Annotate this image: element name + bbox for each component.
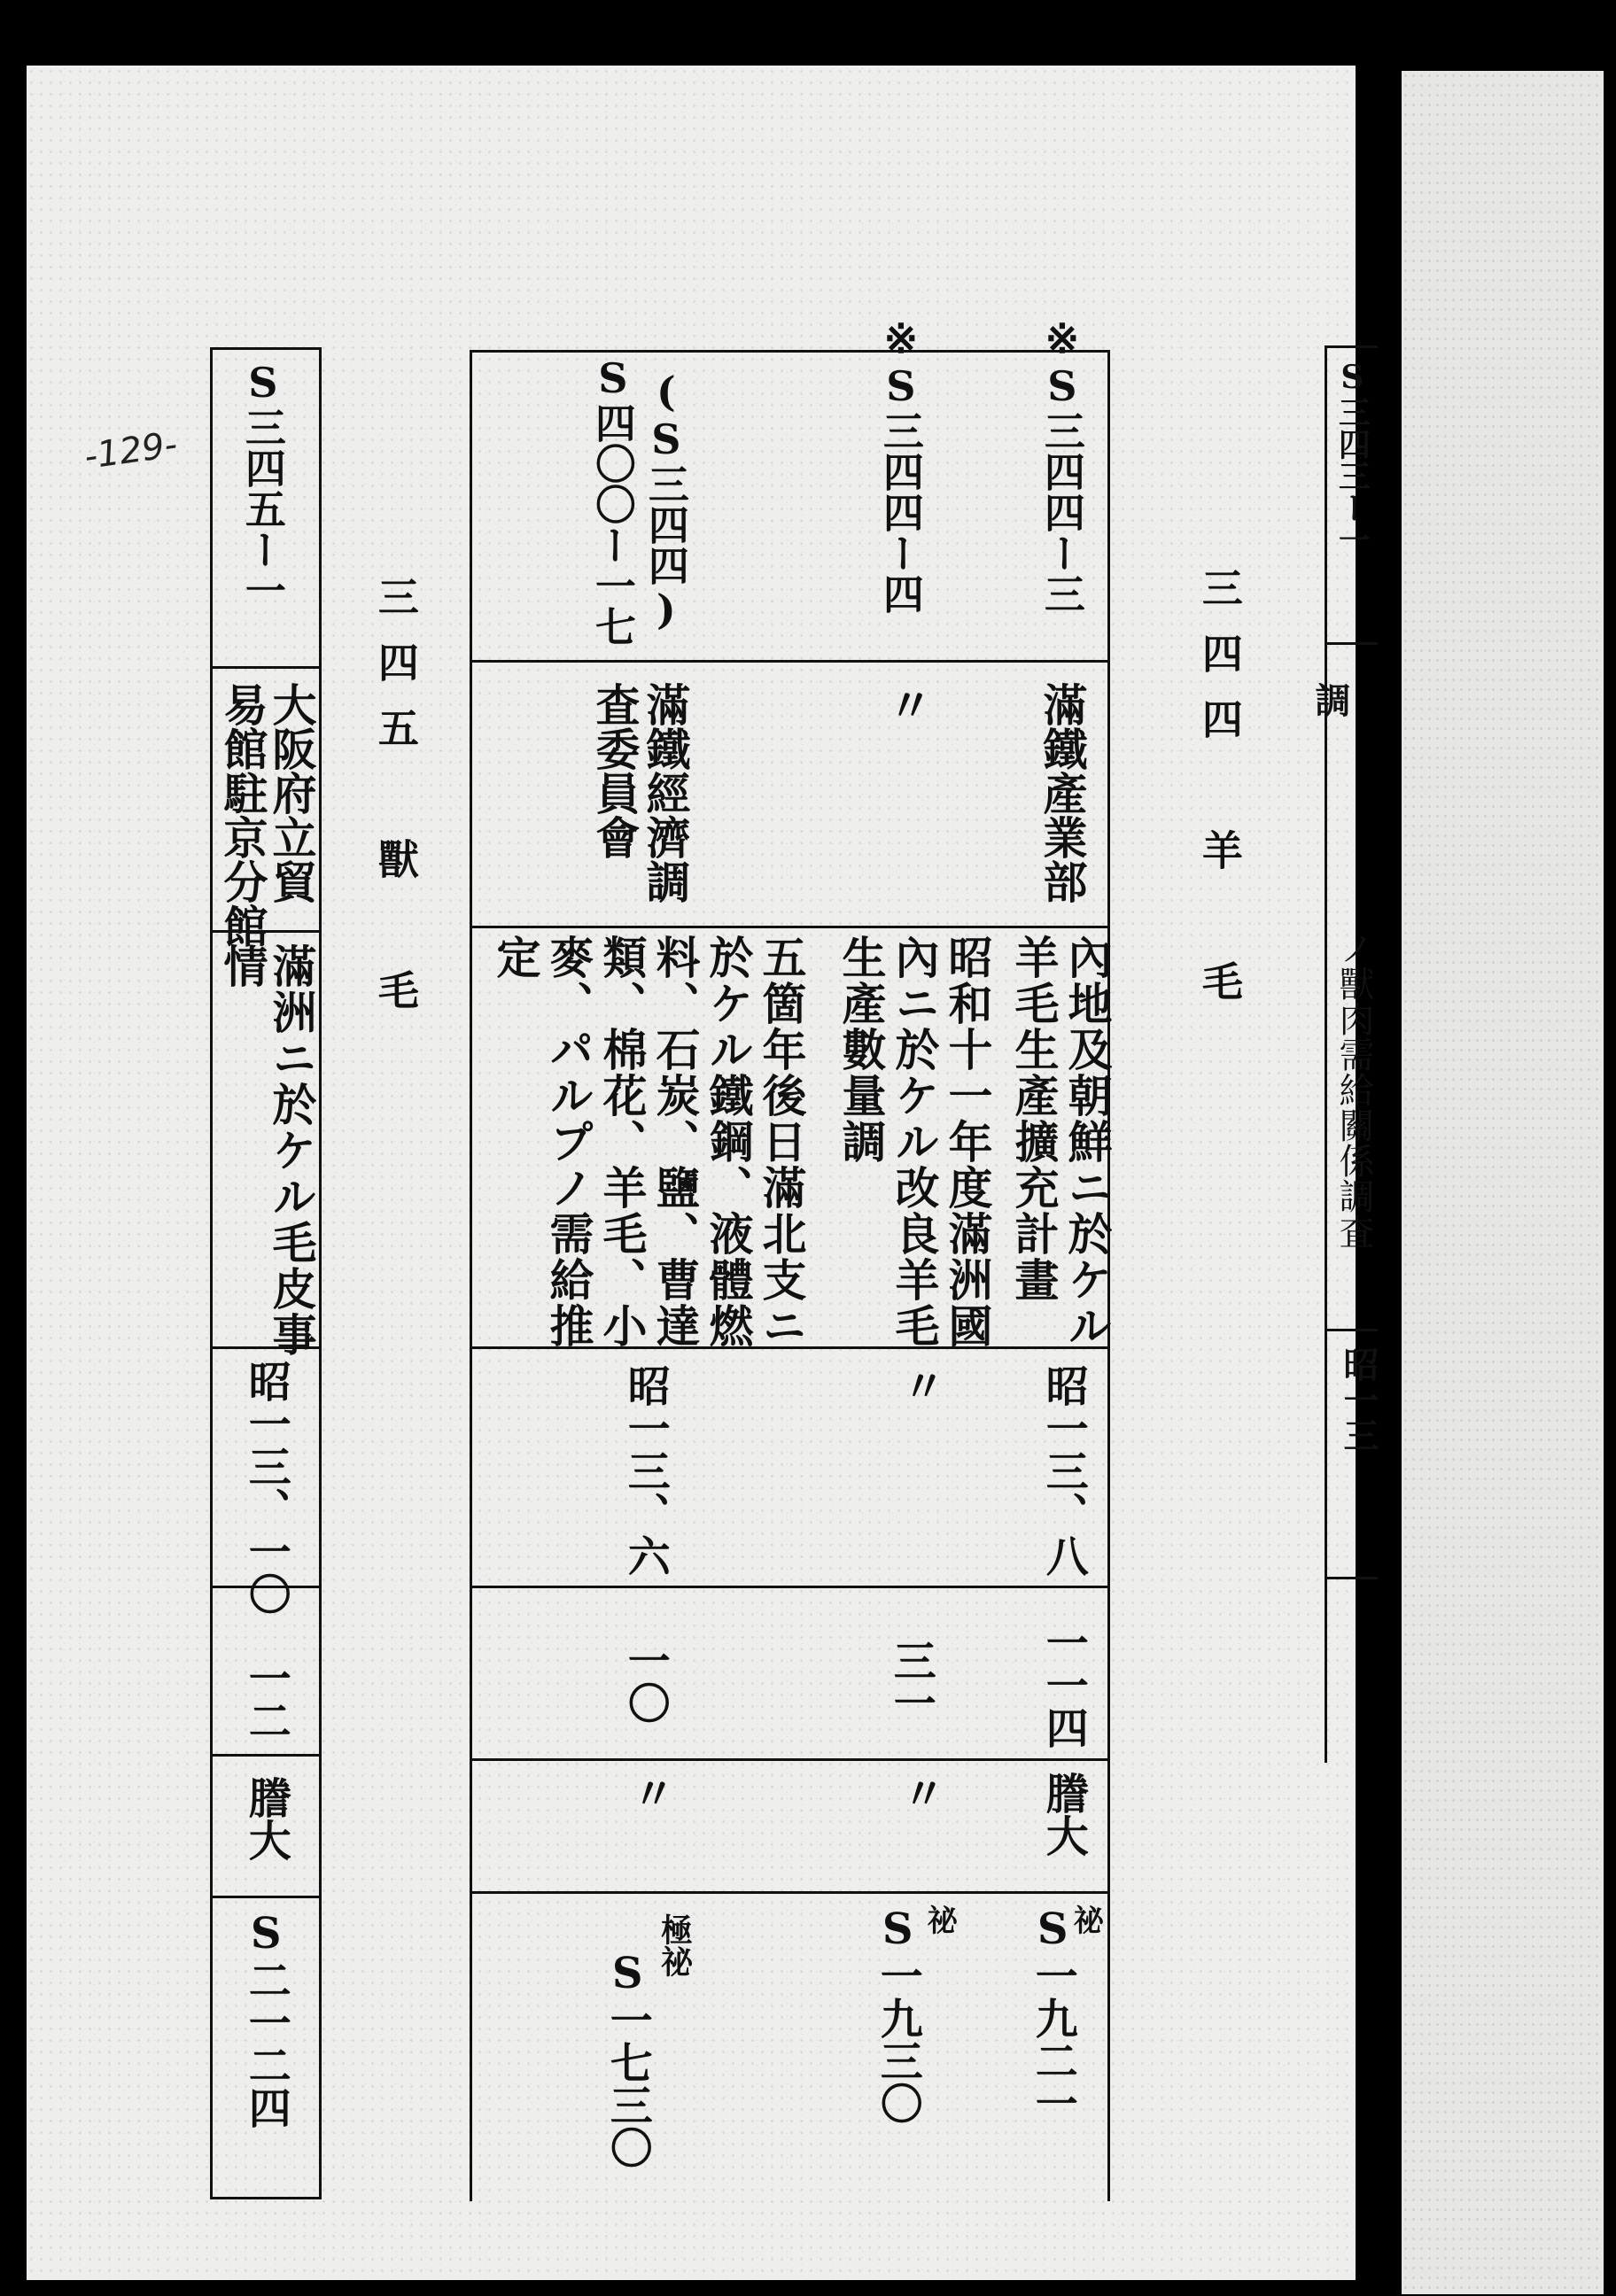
entry3-secret-mark: 極祕 xyxy=(656,1913,694,1977)
entry3-code: S一七三〇 xyxy=(602,1949,653,2168)
entry1-code: S一九二一 xyxy=(1028,1904,1078,2124)
entry3-title-line-6: 定 xyxy=(489,935,542,981)
entry3-source-line-1: 滿鐵經濟調 xyxy=(639,682,692,904)
entry2-secret-mark: 祕 xyxy=(921,1904,958,1935)
entry3-format: 〃 xyxy=(625,1772,675,1814)
entry2-reference: ※S三四四ー四 xyxy=(876,314,925,614)
entry2-source: 〃 xyxy=(881,682,934,726)
left-format: 謄大 xyxy=(241,1776,291,1861)
entry3-pages: 一〇 xyxy=(620,1639,671,1724)
entry3-title-line-4: 類、棉花、羊毛、小 xyxy=(595,935,649,1349)
left-date: 昭一三、一〇 xyxy=(241,1360,291,1615)
right-title: ノ獸肉需給關係調査 xyxy=(1333,930,1374,1249)
entry1-title-line-2: 羊毛生產擴充計畫 xyxy=(1007,935,1060,1303)
heading-344: 三四四 羊 毛 xyxy=(1195,567,1244,1026)
entry2-title-line-1: 昭和十一年度滿洲國 xyxy=(941,935,994,1349)
entry1-pages: 一一四 xyxy=(1038,1621,1089,1749)
left-code: S二一二四 xyxy=(241,1909,291,2129)
entry2-code: S一九三〇 xyxy=(873,1904,923,2124)
left-source-line-1: 大阪府立貿 xyxy=(265,682,318,904)
entry3-reference-line-1: (S三四四) xyxy=(641,368,690,633)
entry2-title-line-2: 內ニ於ケル改良羊毛 xyxy=(888,935,941,1349)
entry3-source-line-2: 査委員會 xyxy=(588,682,641,859)
entry1-reference: ※S三四四ー三 xyxy=(1037,314,1086,614)
entry1-title-line-1: 內地及朝鮮ニ於ケル xyxy=(1060,935,1114,1349)
entry1-format: 謄大 xyxy=(1038,1772,1089,1857)
entry3-title-line-2: 於ケル鐵鋼、液體燃 xyxy=(702,935,755,1349)
adjacent-page-strip xyxy=(1402,71,1604,2294)
entry1-source: 滿鐵產業部 xyxy=(1036,682,1089,904)
heading-345: 三四五 獸 毛 xyxy=(371,576,420,1035)
entry3-title-line-5: 麥、パルプノ需給推 xyxy=(542,935,595,1349)
entry2-format: 〃 xyxy=(895,1772,945,1814)
entry3-date: 昭一三、六 xyxy=(620,1364,671,1577)
right-reference: S三四三ー一 xyxy=(1333,359,1371,555)
page-number: -129- xyxy=(82,423,180,478)
entry2-title-line-3: 生產數量調 xyxy=(835,935,888,1165)
right-source-fragment: 調 xyxy=(1309,682,1351,718)
entry2-pages: 三一 xyxy=(886,1639,936,1724)
entry3-reference-line-2: S四〇〇ー一七 xyxy=(588,354,637,647)
left-source-line-2: 易館駐京分館 xyxy=(216,682,269,948)
entry3-title-line-3: 料、石炭、鹽、曹達 xyxy=(649,935,702,1349)
entry2-date: 〃 xyxy=(895,1364,945,1407)
left-reference: S三四五ー一 xyxy=(238,359,287,610)
left-title-line-2: 情 xyxy=(216,943,269,989)
right-date: 昭一三 xyxy=(1338,1346,1379,1453)
left-pages: 一二 xyxy=(241,1656,291,1741)
entry1-date: 昭一三、八 xyxy=(1038,1364,1089,1577)
entry1-secret-mark: 祕 xyxy=(1068,1904,1104,1935)
left-title-line-1: 滿洲ニ於ケル毛皮事 xyxy=(265,943,318,1358)
entry3-title-line-1: 五箇年後日滿北支ニ xyxy=(755,935,808,1349)
